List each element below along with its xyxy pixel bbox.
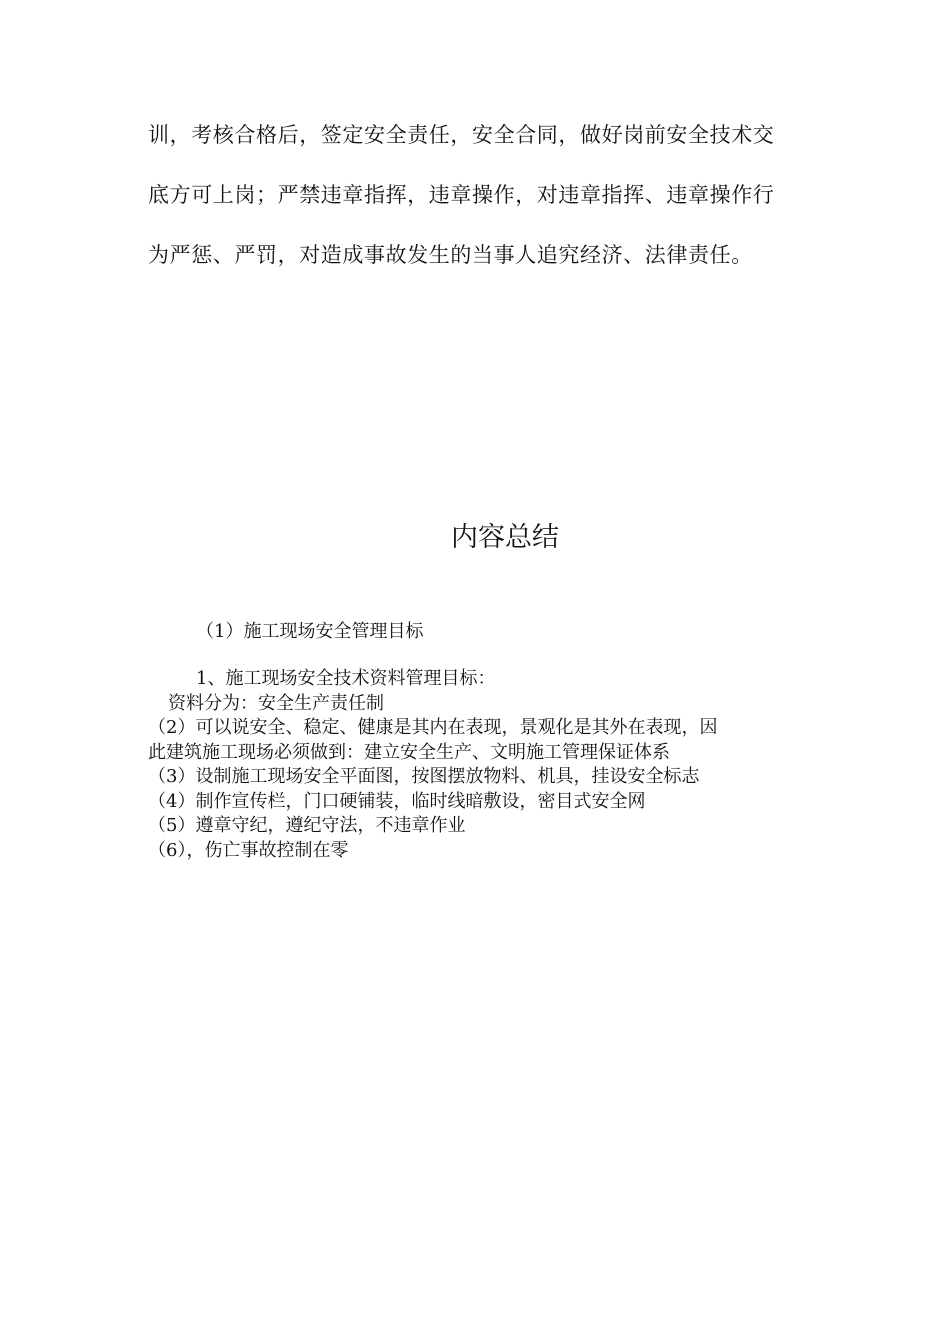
list-item: 此建筑施工现场必须做到：建立安全生产、文明施工管理保证体系: [148, 741, 670, 763]
summary-list: [148, 667, 818, 863]
section-subheading: （1）施工现场安全管理目标: [196, 621, 424, 642]
list-item: （6），伤亡事故控制在零: [148, 839, 349, 861]
paragraph-line: 底方可上岗；严禁违章指挥，违章操作，对违章指挥、违章操作行: [148, 183, 775, 207]
list-item: （3）设制施工现场安全平面图，按图摆放物料、机具，挂设安全标志: [148, 766, 700, 787]
paragraph-line: 训，考核合格后，签定安全责任，安全合同，做好岗前安全技术交: [148, 123, 775, 147]
list-item: 资料分为：安全生产责任制: [168, 692, 384, 714]
list-item: （2）可以说安全、稳定、健康是其内在表现，景观化是其外在表现，因: [148, 717, 718, 738]
list-item: 1、施工现场安全技术资料管理目标：: [196, 668, 496, 689]
list-item: （5）遵章守纪，遵纪守法，不违章作业: [148, 815, 466, 836]
paragraph-line: 为严惩、严罚，对造成事故发生的当事人追究经济、法律责任。: [148, 243, 753, 267]
list-item: （4）制作宣传栏，门口硬铺装，临时线暗敷设，密目式安全网: [148, 790, 646, 812]
section-title: 内容总结: [451, 522, 559, 553]
body-paragraph: [148, 120, 808, 300]
